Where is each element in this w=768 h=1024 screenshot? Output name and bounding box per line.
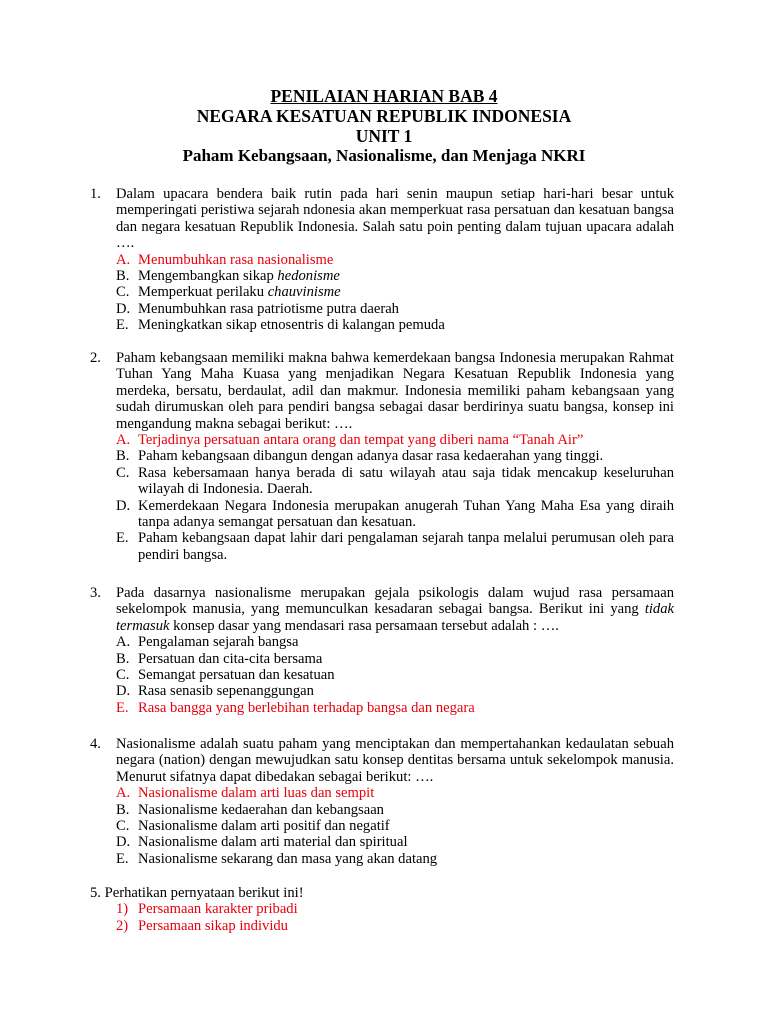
option-label: E. <box>116 699 129 716</box>
question-3 <box>90 585 674 716</box>
option-text: Menumbuhkan rasa patriotisme putra daerah <box>138 300 399 317</box>
option-text: Nasionalisme dalam arti material dan spiritual <box>138 834 408 851</box>
option-e <box>116 317 674 333</box>
question-number: 4. <box>90 736 101 752</box>
option-d <box>116 683 674 699</box>
option-b <box>116 651 674 667</box>
option-text: Memperkuat perilaku chauvinisme <box>138 284 341 301</box>
option-d <box>116 498 674 531</box>
option-b <box>116 448 674 464</box>
statement-text: Persamaan karakter pribadi <box>138 901 298 918</box>
question-stem: Nasionalisme adalah suatu paham yang menciptakan dan mempertahankan kedaulatan sebuah negara (nation) dengan mewujudkan satu konsep dentitas bersama untuk sekelompok manusia. Menurut sifatnya dapat dibedakan sebagai berikut: …. <box>116 736 674 785</box>
option-c <box>116 465 674 498</box>
option-label: E. <box>116 317 129 334</box>
option-b <box>116 268 674 284</box>
option-e <box>116 530 674 563</box>
option-label: C. <box>116 464 130 481</box>
option-a <box>116 634 674 650</box>
question-number: 3. <box>90 585 101 601</box>
option-c <box>116 818 674 834</box>
question-stem: Pada dasarnya nasionalisme merupakan gejala psikologis dalam wujud rasa persamaan sekelompok manusia, yang memunculkan kesadaran sebagai bangsa. Berikut ini yang tidak termasuk konsep dasar yang mendasari rasa persamaan tersebut adalah : …. <box>116 585 674 634</box>
question-4 <box>90 736 674 867</box>
option-d <box>116 301 674 317</box>
option-label: C. <box>116 818 130 835</box>
option-label: A. <box>116 432 131 449</box>
topic-title: Paham Kebangsaan, Nasionalisme, dan Menjaga NKRI <box>182 146 586 165</box>
option-label: B. <box>116 268 130 285</box>
option-d <box>116 834 674 850</box>
option-list <box>116 252 674 334</box>
option-text: Nasionalisme sekarang dan masa yang akan datang <box>138 850 438 867</box>
question-number: 5. <box>90 885 101 901</box>
option-label: B. <box>116 448 130 465</box>
statement-text: Persamaan sikap individu <box>138 917 288 934</box>
option-label: D. <box>116 834 131 851</box>
option-e-answer <box>116 700 674 716</box>
option-label: A. <box>116 785 131 802</box>
option-label: E. <box>116 850 129 867</box>
option-label: B. <box>116 801 130 818</box>
exam-title: PENILAIAN HARIAN BAB 4 <box>270 86 498 106</box>
option-a-answer <box>116 252 674 268</box>
option-label: A. <box>116 634 131 651</box>
question-2 <box>90 350 674 563</box>
option-label: B. <box>116 650 130 667</box>
option-text: Paham kebangsaan dibangun dengan adanya dasar rasa kedaerahan yang tinggi. <box>138 448 604 465</box>
option-list <box>116 785 674 867</box>
option-a-answer <box>116 785 674 801</box>
option-text: Kemerdekaan Negara Indonesia merupakan anugerah Tuhan Yang Maha Esa yang diraih tanpa adanya semangat persatuan dan kesatuan. <box>138 497 674 531</box>
option-text: Rasa senasib sepenanggungan <box>138 683 314 700</box>
question-number: 1. <box>90 186 101 202</box>
question-stem: Dalam upacara bendera baik rutin pada hari senin maupun setiap hari-hari besar untuk memperingati peristiwa sejarah ndonesia akan memperkuat rasa persatuan dan kesatuan bangsa dan negara kesatuan Republik Indonesia. Salah satu poin penting dalam tujuan upacara adalah …. <box>116 186 674 252</box>
option-text: Terjadinya persatuan antara orang dan tempat yang diberi nama “Tanah Air” <box>138 432 584 449</box>
option-text: Nasionalisme kedaerahan dan kebangsaan <box>138 801 384 818</box>
option-c <box>116 667 674 683</box>
option-text: Nasionalisme dalam arti luas dan sempit <box>138 785 375 802</box>
option-text: Nasionalisme dalam arti positif dan negatif <box>138 818 390 835</box>
option-label: C. <box>116 284 130 301</box>
chapter-title: NEGARA KESATUAN REPUBLIK INDONESIA <box>196 106 572 126</box>
option-text: Rasa bangga yang berlebihan terhadap bangsa dan negara <box>138 699 475 716</box>
option-b <box>116 802 674 818</box>
statement-list <box>116 901 674 934</box>
option-c <box>116 284 674 300</box>
unit-title: UNIT 1 <box>355 126 413 146</box>
question-1 <box>90 186 674 334</box>
option-text: Meningkatkan sikap etnosentris di kalangan pemuda <box>138 317 445 334</box>
question-stem: Paham kebangsaan memiliki makna bahwa kemerdekaan bangsa Indonesia merupakan Rahmat Tuhan Yang Maha Kuasa yang menjadikan Negara Kesatuan Republik Indonesia yang merdeka, bersatu, berdaulat, adil dan makmur. Indonesia memiliki paham kebangsaan yang sudah dirumuskan oleh para pendiri bangsa sebagai dasar berdirinya suatu bangsa, konsep ini mengandung makna sebagai berikut: …. <box>116 350 674 432</box>
option-label: D. <box>116 497 131 514</box>
option-text: Persatuan dan cita-cita bersama <box>138 650 323 667</box>
statement-label: 1) <box>116 901 129 918</box>
option-list <box>116 634 674 716</box>
statement-item <box>116 918 674 934</box>
statement-item <box>116 901 674 917</box>
question-5 <box>90 885 674 934</box>
option-text: Rasa kebersamaan hanya berada di satu wilayah atau saja tidak mencakup keseluruhan wilayah di Indonesia. Daerah. <box>138 464 674 498</box>
option-text: Menumbuhkan rasa nasionalisme <box>138 251 334 268</box>
question-stem: 5. Perhatikan pernyataan berikut ini! <box>90 885 304 901</box>
option-text: Semangat persatuan dan kesatuan <box>138 667 335 684</box>
option-label: C. <box>116 667 130 684</box>
statement-label: 2) <box>116 917 129 934</box>
option-label: D. <box>116 300 131 317</box>
option-label: D. <box>116 683 131 700</box>
option-text: Mengembangkan sikap hedonisme <box>138 268 340 285</box>
option-e <box>116 851 674 867</box>
option-label: E. <box>116 530 129 547</box>
document-header <box>0 86 768 166</box>
option-list <box>116 432 674 563</box>
option-a-answer <box>116 432 674 448</box>
option-text: Pengalaman sejarah bangsa <box>138 634 299 651</box>
option-label: A. <box>116 251 131 268</box>
question-number: 2. <box>90 350 101 366</box>
option-text: Paham kebangsaan dapat lahir dari pengalaman sejarah tanpa melalui perumusan oleh para pendiri bangsa. <box>138 530 674 563</box>
